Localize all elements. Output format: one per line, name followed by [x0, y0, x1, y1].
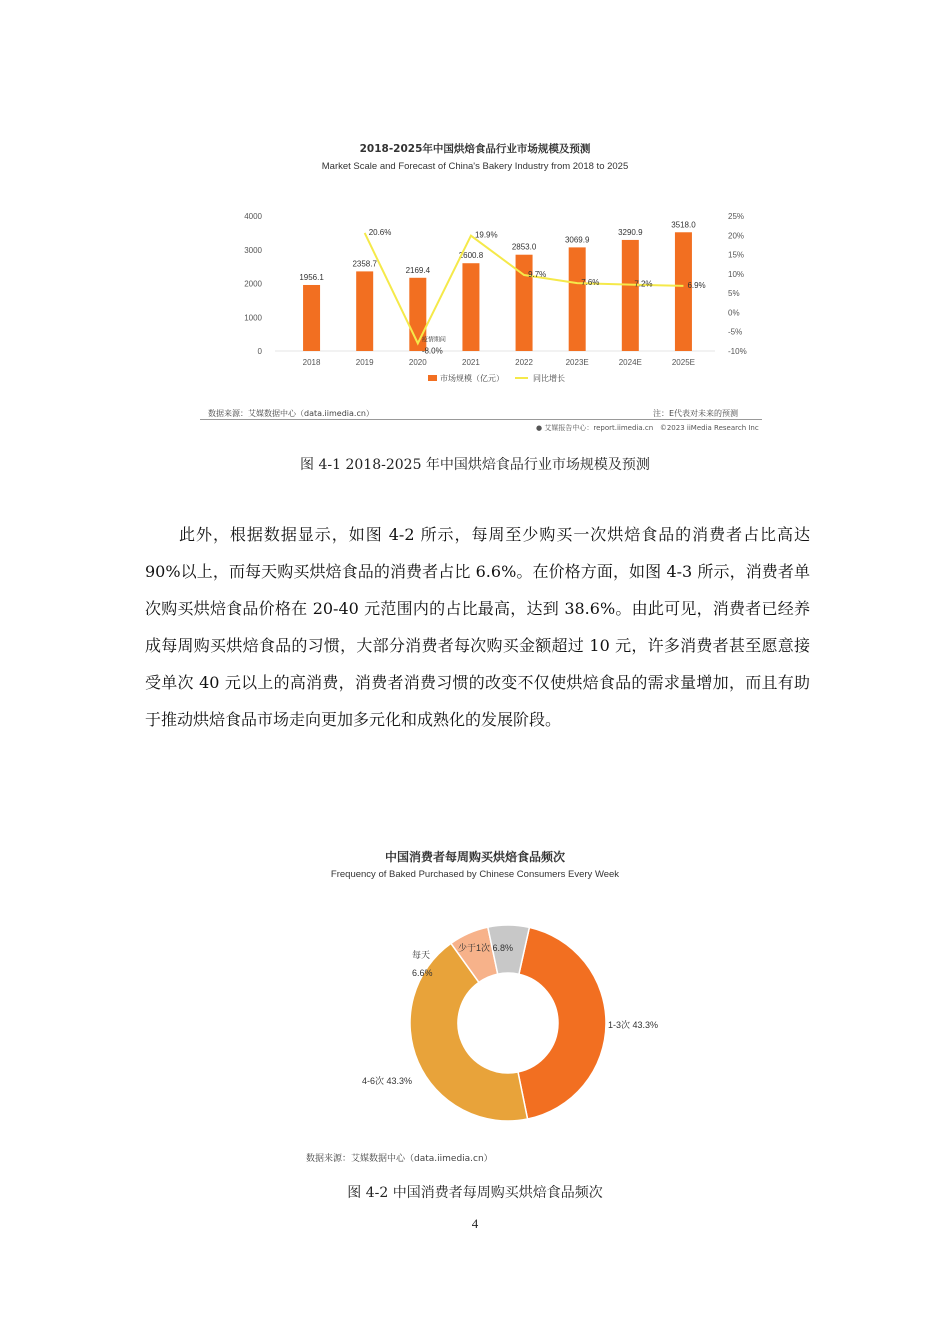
- bar-value-label: 2853.0: [511, 242, 537, 252]
- bar-value-label: 3518.0: [671, 220, 696, 230]
- figure1-title-cn: 2018-2025年中国烘焙食品行业市场规模及预测: [359, 143, 591, 155]
- figure1-footer-copyright: ©2023 iiMedia Research Inc: [659, 424, 759, 432]
- y2-tick-label: 15%: [728, 250, 745, 260]
- paragraph-text: 此外，根据数据显示，如图 4-2 所示，每周至少购买一次烘焙食品的消费者占比高达 90%以上，而每天购买烘焙食品的消费者占比 6.6%。在价格方面，如图 4-3 所示，消费者单次购买烘焙食品价格在 20-40 元范围内的占比最高，达到 38.6%。由此可见，消费者已经养成每周购买烘焙食品的习惯，大部分消费者每次购买金额超过 10 元，许多消费者甚至愿意接受单次 40 元以上的高消费，消费者消费习惯的改变不仅使烘焙食品的需求量增加，而且有助于推动烘焙食品市场走向更加多元化和成熟化的发展阶段。: [145, 525, 810, 729]
- x-tick-label: 2018: [302, 358, 321, 367]
- bar: [622, 240, 639, 351]
- bar-chart-plot: [244, 212, 746, 383]
- y2-tick-label: 20%: [728, 231, 745, 241]
- growth-value-label: 7.6%: [581, 278, 600, 288]
- page-number: 4: [471, 1216, 479, 1231]
- x-tick-label: 2025E: [671, 358, 696, 367]
- slice-label: 每天: [412, 950, 431, 960]
- x-tick-label: 2020: [408, 358, 427, 367]
- figure2-title-cn: 中国消费者每周购买烘焙食品频次: [384, 850, 565, 864]
- body-paragraph: [145, 516, 810, 738]
- bar: [675, 232, 692, 351]
- y2-tick-label: 0%: [728, 308, 740, 318]
- y2-tick-label: 10%: [728, 269, 745, 279]
- figure1-source: 数据来源：艾媒数据中心（data.iimedia.cn）: [208, 409, 374, 418]
- figure1-caption: 图 4-1 2018-2025 年中国烘焙食品行业市场规模及预测: [300, 457, 650, 473]
- figure2-source: 数据来源：艾媒数据中心（data.iimedia.cn）: [306, 1154, 493, 1164]
- bar-value-label: 3069.9: [564, 235, 590, 245]
- slice-label: 6.6%: [412, 968, 433, 978]
- figure1-footer-report: 艾媒报告中心：report.iimedia.cn: [544, 424, 654, 432]
- x-tick-label: 2021: [462, 358, 480, 367]
- bar-value-label: 1956.1: [299, 272, 324, 282]
- donut-chart-plot: [362, 925, 658, 1121]
- y-tick-label: 1000: [244, 313, 262, 323]
- bar: [462, 263, 479, 351]
- y-tick-label: 2000: [244, 279, 262, 289]
- bar: [569, 247, 586, 351]
- x-tick-label: 2023E: [565, 358, 589, 367]
- y2-tick-label: 25%: [728, 212, 745, 221]
- figure1-footer: [536, 423, 759, 433]
- bar-value-label: 2600.8: [458, 251, 484, 261]
- report-logo-icon: ●: [536, 424, 543, 432]
- growth-value-label: 9.7%: [528, 270, 547, 280]
- legend-bar-label: 市场规模（亿元）: [440, 374, 504, 383]
- bar: [303, 285, 320, 351]
- slice-label: 少于1次 6.8%: [458, 943, 514, 953]
- legend-bar-swatch: [428, 375, 437, 381]
- bar-value-label: 2169.4: [405, 265, 431, 275]
- figure2-title-en: Frequency of Baked Purchased by Chinese Consumers Every Week: [330, 869, 620, 880]
- y2-tick-label: 5%: [728, 289, 740, 299]
- figure1-title-en: Market Scale and Forecast of China's Bakery Industry from 2018 to 2025: [321, 161, 629, 172]
- y2-tick-label: -10%: [728, 347, 747, 356]
- x-tick-label: 2022: [515, 358, 533, 367]
- bar: [356, 271, 373, 351]
- growth-value-label: 6.9%: [687, 280, 706, 290]
- bar-value-label: 2358.7: [352, 259, 377, 269]
- y2-tick-label: -5%: [728, 327, 743, 337]
- x-tick-label: 2024E: [618, 358, 642, 367]
- slice-label: 1-3次 43.3%: [608, 1020, 659, 1030]
- bar-value-label: 3290.9: [618, 227, 643, 237]
- slice-label: 4-6次 43.3%: [362, 1076, 413, 1086]
- growth-value-label: 7.2%: [634, 279, 653, 289]
- figure2-caption: 图 4-2 中国消费者每周购买烘焙食品频次: [347, 1185, 603, 1201]
- y-tick-label: 0: [257, 347, 262, 356]
- y-tick-label: 3000: [244, 245, 262, 255]
- legend-line-label: 同比增长: [533, 374, 565, 383]
- donut-slice: [518, 927, 606, 1119]
- y-tick-label: 4000: [244, 212, 262, 221]
- growth-value-label: -8.0%: [421, 346, 443, 356]
- growth-value-label: 19.9%: [474, 230, 498, 240]
- annotation-label: 疫情期间: [421, 337, 446, 344]
- figure1-note: 注：E代表对未来的预测: [653, 409, 739, 418]
- figure1-chart: [200, 200, 760, 440]
- figure1-divider: [200, 419, 762, 420]
- figure2-chart: [330, 925, 710, 1145]
- growth-value-label: 20.6%: [368, 227, 392, 237]
- x-tick-label: 2019: [355, 358, 374, 367]
